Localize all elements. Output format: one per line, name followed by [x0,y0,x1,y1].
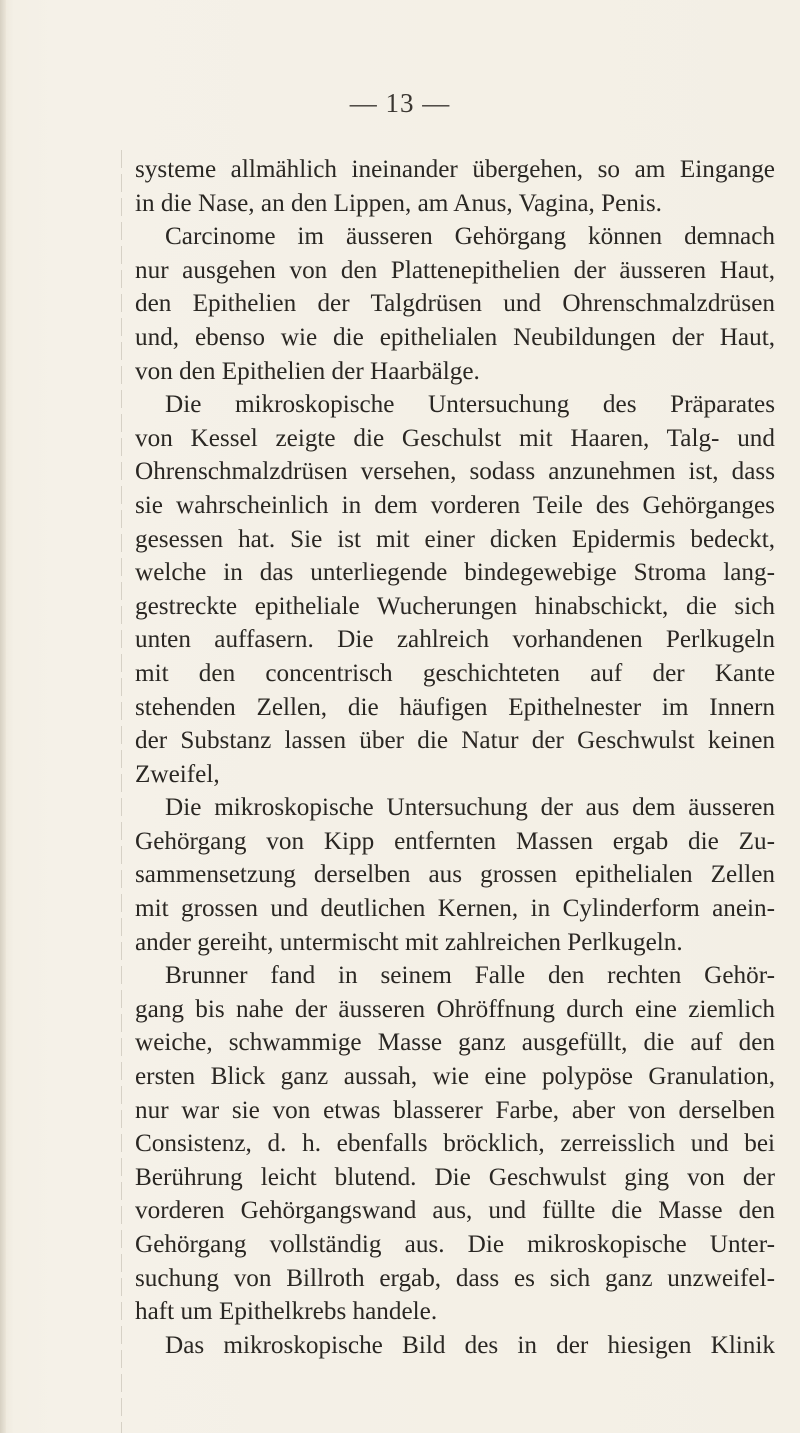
text-line: ersten Blick ganz aussah, wie eine polypöse Granulation, [135,1063,775,1091]
text-line: Die mikroskopische Untersuchung der aus dem äusseren [165,794,775,822]
text-line: den Epithelien der Talgdrüsen und Ohrenschmalzdrüsen [135,290,775,318]
text-line: Ohrenschmalzdrüsen versehen, sodass anzunehmen ist, dass [135,458,775,486]
text-line: gang bis nahe der äusseren Ohröffnung durch eine ziemlich [135,995,775,1023]
text-line: Carcinome im äusseren Gehörgang können demnach [165,223,775,251]
text-line: von Kessel zeigte die Geschulst mit Haaren, Talg- und [135,424,775,452]
text-line: nur ausgehen von den Plattenepithelien der äusseren Haut, [135,256,775,284]
text-line: Consistenz, d. h. ebenfalls bröcklich, zerreisslich und bei [135,1130,775,1158]
text-line: unten auffasern. Die zahlreich vorhandenen Perlkugeln [135,626,775,654]
text-line: nur war sie von etwas blasserer Farbe, aber von derselben [135,1096,775,1124]
text-line: haft um Epithelkrebs handele. [135,1298,438,1326]
text-line: Gehörgang vollständig aus. Die mikroskopische Unter- [135,1231,775,1258]
text-line: welche in das unterliegende bindegewebige Stroma lang- [135,559,775,587]
text-line: Berührung leicht blutend. Die Geschwulst ging von der [135,1163,775,1191]
body-text [135,153,775,1362]
text-line: in die Nase, an den Lippen, am Anus, Vagina, Penis. [135,189,662,217]
text-line: Gehörgang von Kipp entfernten Massen ergab die Zu- [135,827,775,855]
text-line: gesessen hat. Sie ist mit einer dicken Epidermis bedeckt, [135,525,775,553]
text-line: systeme allmählich ineinander übergehen, so am Eingange [135,156,775,183]
page-binding-edge [0,0,6,1433]
text-line: der Substanz lassen über die Natur der Geschwulst keinen [135,727,775,755]
text-line: sammensetzung derselben aus grossen epithelialen Zellen [135,861,775,889]
text-line: stehenden Zellen, die häufigen Epithelnester im Innern [135,693,775,721]
text-line: Zweifel, [135,760,220,788]
text-line: Das mikroskopische Bild des in der hiesigen Klinik [165,1331,775,1359]
text-line: sie wahrscheinlich in dem vorderen Teile des Gehörganges [135,491,775,519]
text-line: und, ebenso wie die epithelialen Neubildungen der Haut, [135,323,775,351]
text-line: weiche, schwammige Masse ganz ausgefüllt, die auf den [135,1029,775,1057]
text-line: mit grossen und deutlichen Kernen, in Cylinderform anein- [135,895,775,923]
text-line: vorderen Gehörgangswand aus, und füllte die Masse den [135,1197,775,1225]
text-line: suchung von Billroth ergab, dass es sich ganz unzweifel- [135,1264,775,1292]
text-line: gestreckte epitheliale Wucherungen hinabschickt, die sich [135,592,775,620]
text-line: ander gereiht, untermischt mit zahlreichen Perlkugeln. [135,928,683,956]
text-line: Brunner fand in seinem Falle den rechten Gehör- [165,962,775,990]
margin-rule [121,150,122,1433]
text-line: Die mikroskopische Untersuchung des Präparates [165,391,775,419]
page-number: — 13 — [349,88,451,118]
text-line: mit den concentrisch geschichteten auf der Kante [135,659,775,687]
text-line: von den Epithelien der Haarbälge. [135,357,480,385]
